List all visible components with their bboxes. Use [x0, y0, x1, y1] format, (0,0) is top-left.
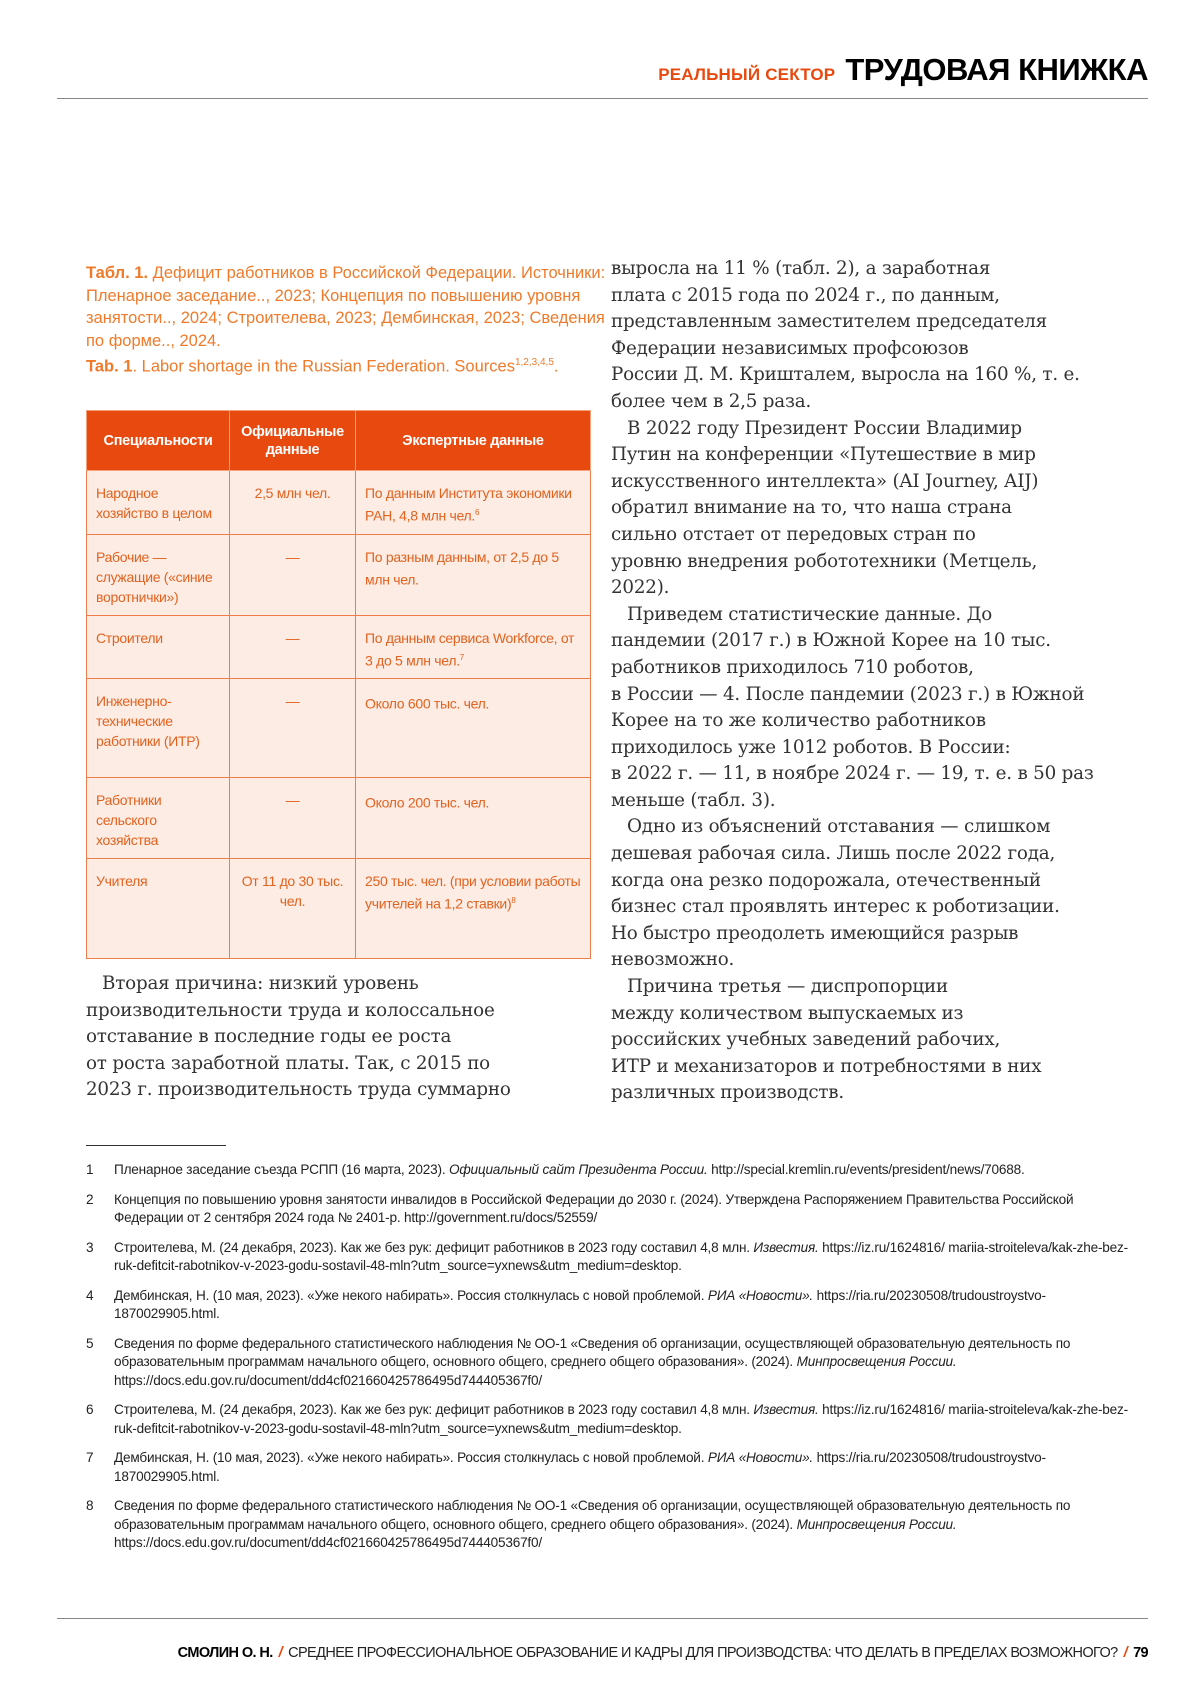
table-row	[87, 615, 591, 679]
footnote-url[interactable]: https://ria.ru/20230508/trudoustroystvo-1870029905.html.	[114, 1288, 1046, 1322]
footnote	[86, 1161, 1136, 1180]
cell-expert-text: Около 600 тыс. чел.	[365, 696, 489, 712]
cell-specialty: Учителя	[87, 859, 230, 959]
footnote-text	[114, 1239, 1136, 1276]
text-line: ИТР и механизаторов и потребностями в них	[611, 1054, 1094, 1081]
footnote-url[interactable]: http://special.kremlin.ru/events/president/news/70688.	[708, 1162, 1025, 1177]
cell-official: —	[230, 778, 356, 859]
footnote-number: 1	[86, 1161, 114, 1180]
footnotes	[86, 1161, 1136, 1564]
cell-expert	[356, 615, 591, 679]
cell-expert-text: По разным данным, от 2,5 до 5 млн чел.	[365, 549, 559, 588]
footnote-number: 2	[86, 1191, 114, 1228]
footnote-citation: Пленарное заседание съезда РСПП (16 марта, 2023).	[114, 1162, 449, 1177]
text-line: Но быстро преодолеть имеющийся разрыв	[611, 921, 1094, 948]
footnote-url[interactable]: https://iz.ru/1624816/ mariia-stroiteleva/kak-zhe-bez-ruk-defitcit-rabotnikov-v-2023-godu-sostavil-48-mln?utm_source=yxnews&utm_medium=desktop.	[114, 1240, 1128, 1274]
footnote-text	[114, 1287, 1136, 1324]
footnote-source: Известия.	[753, 1240, 818, 1255]
text-line: дешевая рабочая сила. Лишь после 2022 года,	[611, 841, 1094, 868]
table-caption	[86, 262, 606, 378]
footnote-number: 6	[86, 1401, 114, 1438]
footnote-citation: Дембинская, Н. (10 мая, 2023). «Уже некого набирать». Россия столкнулась с новой проблемой.	[114, 1450, 708, 1465]
caption-end: .	[554, 358, 559, 376]
table-row	[87, 859, 591, 959]
rubric-title: ТРУДОВАЯ КНИЖКА	[845, 52, 1148, 88]
text-line: между количеством выпускаемых из	[611, 1001, 1094, 1028]
text-line: бизнес стал проявлять интерес к роботизации.	[611, 894, 1094, 921]
cell-expert	[356, 679, 591, 778]
table-row	[87, 534, 591, 615]
text-line: Федерации независимых профсоюзов	[611, 336, 1094, 363]
text-line: России Д. М. Кришталем, выросла на 160 %, т. е.	[611, 362, 1094, 389]
body-text-right	[611, 256, 1094, 1107]
cell-specialty: Народное хозяйство в целом	[87, 471, 230, 535]
cell-specialty: Строители	[87, 615, 230, 679]
cell-expert-text: По данным Института экономики РАН, 4,8 млн чел.	[365, 485, 572, 524]
text-line: Корее на то же количество работников	[611, 708, 1094, 735]
table-row	[87, 471, 591, 535]
body-text-left	[86, 971, 511, 1104]
text-line: меньше (табл. 3).	[611, 788, 1094, 815]
table-header-row	[87, 411, 591, 471]
footnote	[86, 1287, 1136, 1324]
footnote-number: 5	[86, 1335, 114, 1391]
footnote-text	[114, 1161, 1025, 1180]
footnote-ref: 7	[460, 653, 464, 662]
cell-specialty: Рабочие — служащие («синие воротнички»)	[87, 534, 230, 615]
text-line: искусственного интеллекта» (AI Journey, AIJ)	[611, 469, 1094, 496]
text-line: Вторая причина: низкий уровень	[86, 971, 511, 998]
text-line: уровню внедрения робототехники (Метцель,	[611, 549, 1094, 576]
text-line: обратил внимание на то, что наша страна	[611, 495, 1094, 522]
cell-specialty: Инженерно-технические работники (ИТР)	[87, 679, 230, 778]
footnote-citation: Строителева, М. (24 декабря, 2023). Как же без рук: дефицит работников в 2023 году составил 4,8 млн.	[114, 1402, 753, 1417]
footnote	[86, 1239, 1136, 1276]
cell-official: 2,5 млн чел.	[230, 471, 356, 535]
footnote-citation: Сведения по форме федерального статистического наблюдения № ОО-1 «Сведения об организации, осуществляющей образовательную деятельность по образовательным программам начального общего, основного общего, среднего общего образования». (2024).	[114, 1498, 1070, 1532]
text-line: сильно отстает от передовых стран по	[611, 522, 1094, 549]
text-line: пандемии (2017 г.) в Южной Корее на 10 тыс.	[611, 628, 1094, 655]
text-line: Одно из объяснений отставания — слишком	[611, 814, 1094, 841]
cell-official: —	[230, 679, 356, 778]
cell-expert-text: По данным сервиса Workforce, от 3 до 5 млн чел.	[365, 630, 574, 669]
caption-label-ru: Табл. 1.	[86, 264, 148, 282]
footnote-text	[114, 1497, 1136, 1553]
footnote-text	[114, 1401, 1136, 1438]
footnote-url[interactable]: https://iz.ru/1624816/ mariia-stroiteleva/kak-zhe-bez-ruk-defitcit-rabotnikov-v-2023-godu-sostavil-48-mln?utm_source=yxnews&utm_medium=desktop.	[114, 1402, 1128, 1436]
text-line: более чем в 2,5 раза.	[611, 389, 1094, 416]
footer-article-title: СРЕДНЕЕ ПРОФЕССИОНАЛЬНОЕ ОБРАЗОВАНИЕ И КАДРЫ ДЛЯ ПРОИЗВОДСТВА: ЧТО ДЕЛАТЬ В ПРЕДЕЛАХ ВОЗМОЖНОГО?	[288, 1645, 1118, 1661]
footnote-text	[114, 1449, 1136, 1486]
slash-separator: /	[1124, 1645, 1127, 1661]
text-line: когда она резко подорожала, отечественный	[611, 868, 1094, 895]
table-row	[87, 679, 591, 778]
footer-divider	[57, 1618, 1148, 1619]
header-official: Официальные данные	[230, 411, 356, 471]
footnote-number: 3	[86, 1239, 114, 1276]
cell-expert	[356, 534, 591, 615]
footnote-source: Минпросвещения России.	[797, 1517, 957, 1532]
footnote	[86, 1449, 1136, 1486]
caption-refs: 1,2,3,4,5	[515, 357, 554, 368]
text-line: в 2022 г. — 11, в ноябре 2024 г. — 19, т. е. в 50 раз	[611, 761, 1094, 788]
footnote-number: 8	[86, 1497, 114, 1553]
footnote-source: РИА «Новости».	[708, 1288, 813, 1303]
text-line: 2022).	[611, 575, 1094, 602]
section-label: РЕАЛЬНЫЙ СЕКТОР	[658, 65, 835, 85]
footnote-number: 7	[86, 1449, 114, 1486]
header-divider	[57, 98, 1148, 99]
text-line: Приведем статистические данные. До	[611, 602, 1094, 629]
footnote-url[interactable]: https://docs.edu.gov.ru/document/dd4cf021660425786495d744405367f0/	[114, 1535, 542, 1550]
footnote-ref: 6	[475, 508, 479, 517]
text-line: различных производств.	[611, 1080, 1094, 1107]
caption-label-en: Tab. 1	[86, 358, 132, 376]
footnote	[86, 1401, 1136, 1438]
text-line: отставание в последние годы ее роста	[86, 1024, 511, 1051]
text-line: Причина третья — диспропорции	[611, 974, 1094, 1001]
running-header	[658, 52, 1148, 88]
footnote	[86, 1335, 1136, 1391]
text-line: от роста заработной платы. Так, с 2015 по	[86, 1051, 511, 1078]
labor-shortage-table	[86, 410, 591, 959]
footnote-citation: Сведения по форме федерального статистического наблюдения № ОО-1 «Сведения об организации, осуществляющей образовательную деятельность по образовательным программам начального общего, основного общего, среднего общего образования». (2024).	[114, 1336, 1070, 1370]
cell-official: —	[230, 615, 356, 679]
cell-expert-text: Около 200 тыс. чел.	[365, 795, 489, 811]
footnote-number: 4	[86, 1287, 114, 1324]
text-line: невозможно.	[611, 947, 1094, 974]
footnote-citation: Строителева, М. (24 декабря, 2023). Как же без рук: дефицит работников в 2023 году составил 4,8 млн.	[114, 1240, 753, 1255]
footnote	[86, 1191, 1136, 1228]
text-line: приходилось уже 1012 роботов. В России:	[611, 735, 1094, 762]
text-line: плата с 2015 года по 2024 г., по данным,	[611, 283, 1094, 310]
caption-text-ru: Дефицит работников в Российской Федерации. Источники: Пленарное заседание.., 2023; Концепция по повышению уровня занятости.., 2024; Строителева, 2023; Дембинская, 2023; Сведения по форме.., 2024.	[86, 264, 605, 350]
footnote-source: Официальный сайт Президента России.	[449, 1162, 708, 1177]
caption-text-en: . Labor shortage in the Russian Federation. Sources	[132, 358, 514, 376]
cell-expert	[356, 471, 591, 535]
slash-separator: /	[279, 1645, 282, 1661]
text-line: выросла на 11 % (табл. 2), а заработная	[611, 256, 1094, 283]
table-row	[87, 778, 591, 859]
footer-author: СМОЛИН О. Н.	[178, 1645, 273, 1661]
footnote-citation: Дембинская, Н. (10 мая, 2023). «Уже некого набирать». Россия столкнулась с новой проблемой.	[114, 1288, 708, 1303]
cell-official: От 11 до 30 тыс. чел.	[230, 859, 356, 959]
footnote-citation: Концепция по повышению уровня занятости инвалидов в Российской Федерации до 2030 г. (2024). Утверждена Распоряжением Правительства Российской Федерации от 2 сентября 2024 года № 2401-р. http://government.ru/docs/52559/	[114, 1192, 1073, 1226]
text-line: российских учебных заведений рабочих,	[611, 1027, 1094, 1054]
footnote-text	[114, 1191, 1136, 1228]
header-specialty: Специальности	[87, 411, 230, 471]
text-line: Путин на конференции «Путешествие в мир	[611, 442, 1094, 469]
cell-expert	[356, 859, 591, 959]
footnote-source: Известия.	[753, 1402, 818, 1417]
text-line: в России — 4. После пандемии (2023 г.) в Южной	[611, 682, 1094, 709]
footnote-source: Минпросвещения России.	[797, 1354, 957, 1369]
footnote	[86, 1497, 1136, 1553]
footnote-source: РИА «Новости».	[708, 1450, 813, 1465]
cell-expert-text: 250 тыс. чел. (при условии работы учителей на 1,2 ставки)	[365, 873, 580, 912]
text-line: производительности труда и колоссальное	[86, 998, 511, 1025]
running-footer	[178, 1645, 1148, 1661]
page-number: 79	[1133, 1645, 1148, 1661]
footnote-text	[114, 1335, 1136, 1391]
footnote-ref: 8	[511, 896, 515, 905]
text-line: 2023 г. производительность труда суммарно	[86, 1077, 511, 1104]
text-line: работников приходилось 710 роботов,	[611, 655, 1094, 682]
text-line: представленным заместителем председателя	[611, 309, 1094, 336]
cell-official: —	[230, 534, 356, 615]
cell-expert	[356, 778, 591, 859]
text-line: В 2022 году Президент России Владимир	[611, 416, 1094, 443]
cell-specialty: Работники сельского хозяйства	[87, 778, 230, 859]
footnote-url[interactable]: https://ria.ru/20230508/trudoustroystvo-1870029905.html.	[114, 1450, 1046, 1484]
footnote-url[interactable]: https://docs.edu.gov.ru/document/dd4cf021660425786495d744405367f0/	[114, 1373, 542, 1388]
footnote-divider	[86, 1145, 226, 1146]
header-expert: Экспертные данные	[356, 411, 591, 471]
